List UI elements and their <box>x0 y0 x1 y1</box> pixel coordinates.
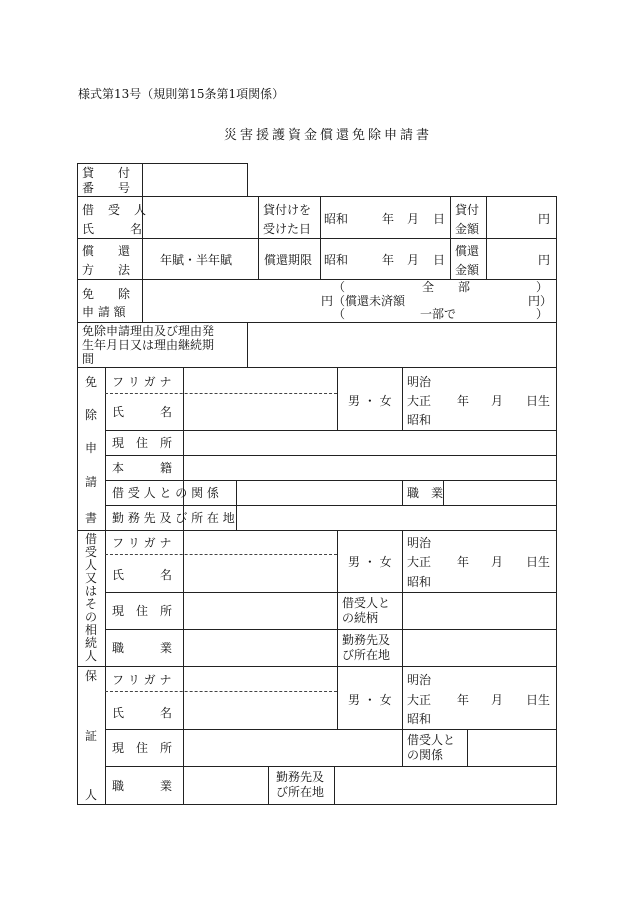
applicant-side-4: 請 <box>85 475 98 489</box>
guarantor-relation-label-2: の関係 <box>407 748 444 762</box>
heir-name-label: 氏 名 <box>112 568 173 582</box>
applicant-taisho: 大正 <box>407 394 432 408</box>
guarantor-side-1: 保 <box>85 669 98 683</box>
paren-close-2: ） <box>536 307 549 321</box>
heir-workplace-label: 勤務先及 <box>342 633 391 647</box>
guarantor-workplace-label: 勤務先及 <box>276 770 325 784</box>
heir-side-1: 借 <box>85 532 98 546</box>
applicant-side-2: 除 <box>85 408 98 422</box>
guarantor-relation-label: 借受人と <box>407 733 456 747</box>
guarantor-born-unit: 日生 <box>526 693 551 707</box>
repay-era: 昭和 <box>324 253 349 267</box>
applicant-workplace-field[interactable] <box>237 506 555 530</box>
heir-born-unit: 日生 <box>526 555 551 569</box>
guarantor-meiji: 明治 <box>407 673 432 687</box>
repay-amount-label-2: 金額 <box>455 263 480 277</box>
heir-relation-label: 借受人と <box>342 596 391 610</box>
guarantor-furigana-label: フ リ ガ ナ <box>112 673 172 687</box>
guarantor-address-field[interactable] <box>184 730 402 766</box>
heir-meiji: 明治 <box>407 536 432 550</box>
form-number: 様式第13号（規則第15条第1項関係） <box>78 87 285 101</box>
heir-year-unit: 年 <box>457 555 470 569</box>
loan-date-label-2: 受けた日 <box>263 222 312 236</box>
applicant-relation-label: 借 受 人 と の 関 係 <box>112 486 219 500</box>
repay-method-label: 償 還 <box>82 244 131 258</box>
borrower-label: 借 受 人 <box>82 203 148 217</box>
applicant-born-unit: 日生 <box>526 394 551 408</box>
applicant-address-label: 現 住 所 <box>112 436 173 450</box>
guarantor-furigana-field[interactable] <box>184 667 337 691</box>
guarantor-occupation-field[interactable] <box>184 767 268 804</box>
repay-deadline-label: 償還期限 <box>264 253 313 267</box>
guarantor-address-label: 現 住 所 <box>112 741 173 755</box>
heir-name-field[interactable] <box>184 555 337 592</box>
applicant-address-field[interactable] <box>184 431 555 455</box>
exemption-amount-label: 免 除 <box>82 287 131 301</box>
heir-furigana-field[interactable] <box>184 531 337 554</box>
heir-side-9: 続 <box>85 636 98 650</box>
repay-amount-yen: 円 <box>538 253 551 267</box>
loan-era: 昭和 <box>324 212 349 226</box>
applicant-month-unit: 月 <box>491 394 504 408</box>
applicant-side-1: 免 <box>85 375 98 389</box>
applicant-furigana-label: フ リ ガ ナ <box>112 375 172 389</box>
guarantor-side-3: 人 <box>85 788 98 802</box>
heir-address-field[interactable] <box>184 593 337 629</box>
applicant-side-3: 申 <box>85 441 98 455</box>
loan-year-unit: 年 <box>382 212 395 226</box>
heir-side-8: 相 <box>85 623 98 637</box>
heir-side-4: 又 <box>85 571 98 585</box>
heir-occupation-label: 職 業 <box>112 641 173 655</box>
heir-side-6: そ <box>85 597 98 611</box>
heir-side-5: は <box>85 584 98 598</box>
loan-number-field[interactable] <box>143 164 246 196</box>
repay-amount-label: 償還 <box>455 244 480 258</box>
guarantor-occupation-label: 職 業 <box>112 779 173 793</box>
loan-number-label-2: 番 号 <box>82 181 131 195</box>
all-option[interactable]: 全 部 <box>422 280 471 294</box>
heir-furigana-label: フ リ ガ ナ <box>112 536 172 550</box>
applicant-name-label: 氏 名 <box>112 405 173 419</box>
paren-close-1: ） <box>536 280 549 294</box>
loan-amount-label: 貸付 <box>455 203 480 217</box>
applicant-furigana-field[interactable] <box>184 368 337 393</box>
guarantor-name-label: 氏 名 <box>112 706 173 720</box>
applicant-relation-field[interactable] <box>237 481 402 505</box>
heir-month-unit: 月 <box>491 555 504 569</box>
guarantor-workplace-field[interactable] <box>335 767 555 804</box>
repay-year-unit: 年 <box>382 253 395 267</box>
heir-gender[interactable]: 男 ・ 女 <box>348 555 392 569</box>
heir-relation-label-2: の続柄 <box>342 611 379 625</box>
repay-month-unit: 月 <box>407 253 420 267</box>
guarantor-year-unit: 年 <box>457 693 470 707</box>
part-option[interactable]: 一部で <box>420 307 457 321</box>
guarantor-showa: 昭和 <box>407 712 432 726</box>
loan-amount-yen: 円 <box>538 212 551 226</box>
applicant-meiji: 明治 <box>407 375 432 389</box>
heir-side-7: の <box>85 610 98 624</box>
heir-workplace-field[interactable] <box>403 630 555 666</box>
reason-label: 免除申請理由及び理由発 <box>82 324 215 338</box>
reason-field[interactable] <box>248 323 555 366</box>
loan-day-unit: 日 <box>433 212 446 226</box>
loan-amount-label-2: 金額 <box>455 222 480 236</box>
guarantor-name-field[interactable] <box>184 692 337 729</box>
heir-taisho: 大正 <box>407 555 432 569</box>
borrower-name-field[interactable] <box>143 197 258 238</box>
applicant-domicile-field[interactable] <box>184 456 555 480</box>
guarantor-gender[interactable]: 男 ・ 女 <box>348 693 392 707</box>
guarantor-relation-field[interactable] <box>468 730 555 766</box>
applicant-occupation-label: 職 業 <box>407 486 444 500</box>
repay-method-label-2: 方 法 <box>82 263 131 277</box>
applicant-gender[interactable]: 男 ・ 女 <box>348 394 392 408</box>
loan-date-label: 貸付けを <box>263 203 312 217</box>
loan-number-label: 貸 付 <box>82 166 131 180</box>
applicant-workplace-label: 勤 務 先 及 び 所 在 地 <box>112 511 235 525</box>
applicant-showa: 昭和 <box>407 413 432 427</box>
applicant-name-field[interactable] <box>184 394 337 430</box>
guarantor-side-2: 証 <box>85 729 98 743</box>
heir-relation-field[interactable] <box>403 593 555 629</box>
guarantor-month-unit: 月 <box>491 693 504 707</box>
heir-showa: 昭和 <box>407 575 432 589</box>
reason-label-3: 間 <box>82 352 95 366</box>
guarantor-workplace-label-2: び所在地 <box>276 785 325 799</box>
heir-address-label: 現 住 所 <box>112 604 173 618</box>
repay-method-value: 年賦・半年賦 <box>160 253 233 267</box>
page-title: 災害援護資金償還免除申請書 <box>224 128 433 143</box>
paren-open-2: （ <box>333 307 346 321</box>
guarantor-taisho: 大正 <box>407 693 432 707</box>
repay-day-unit: 日 <box>433 253 446 267</box>
applicant-side-5: 書 <box>85 511 98 525</box>
heir-occupation-field[interactable] <box>184 630 337 666</box>
borrower-label-2: 氏 名 <box>82 222 143 236</box>
heir-side-3: 人 <box>85 558 98 572</box>
applicant-occupation-field[interactable] <box>444 481 555 505</box>
reason-label-2: 生年月日又は理由継続期 <box>82 338 215 352</box>
applicant-domicile-label: 本 籍 <box>112 461 173 475</box>
applicant-year-unit: 年 <box>457 394 470 408</box>
unpaid-yen-close: 円） <box>528 294 553 308</box>
exemption-amount-label-2: 申 請 額 <box>82 305 126 319</box>
heir-side-10: 人 <box>85 649 98 663</box>
heir-side-2: 受 <box>85 545 98 559</box>
unpaid-yen-label: 円（償還未済額 <box>321 294 406 308</box>
paren-open-1: （ <box>333 280 346 294</box>
loan-month-unit: 月 <box>407 212 420 226</box>
heir-workplace-label-2: び所在地 <box>342 648 391 662</box>
